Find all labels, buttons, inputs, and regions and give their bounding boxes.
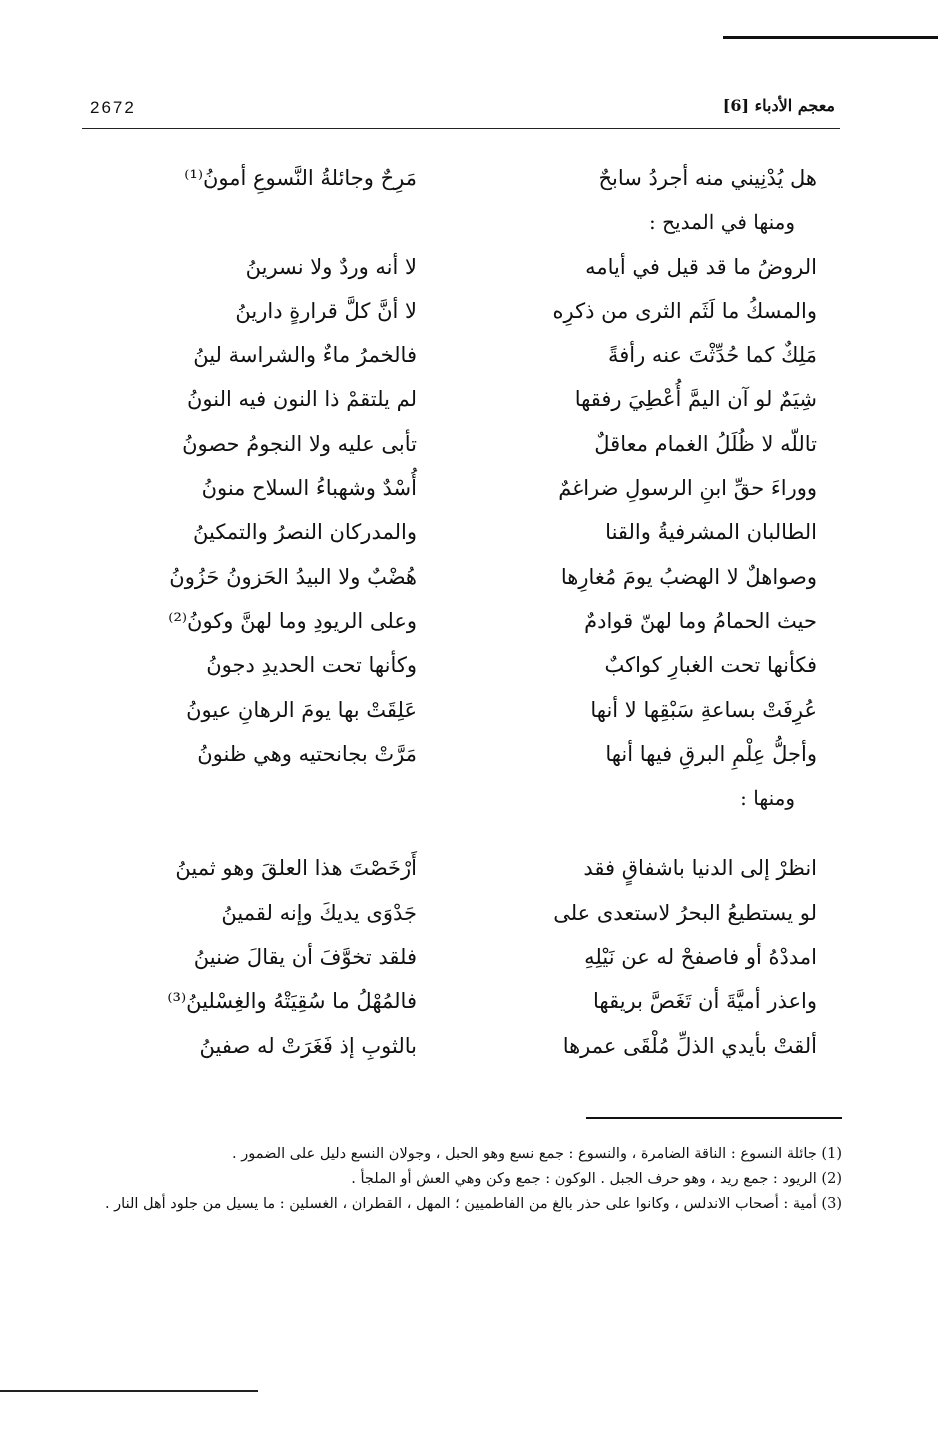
verse-second-hemistich: أَرْخَصْتَ هذا العلقَ وهو ثمينُ: [175, 856, 417, 881]
page-header: [90, 96, 835, 126]
verse-second-hemistich: والمدركان النصرُ والتمكينُ: [193, 520, 417, 545]
running-title: معجم الأدباء [6]: [722, 96, 835, 115]
verse-second-hemistich: فالخمرُ ماءٌ والشراسة لينُ: [193, 343, 417, 368]
verse-row: [105, 603, 817, 647]
section-label: ومنها في المديح :: [649, 210, 795, 235]
verse-second-hemistich: فالمُهْلُ ما سُقِيَتْهُ والغِسْلينُ⁽³⁾: [167, 989, 417, 1014]
verse-first-hemistich: وأجلُّ عِلْمِ البرقِ فيها أنها: [605, 741, 817, 766]
verse-second-hemistich: لا أنه وردٌ ولا نسرينُ: [245, 254, 417, 279]
footnotes: [90, 1142, 842, 1217]
verse-second-hemistich: وعلى الريودِ وما لهنَّ وكونُ⁽²⁾: [168, 608, 417, 633]
verse-second-hemistich: مَرَّتْ بجانحتيه وهي ظنونُ: [197, 741, 417, 766]
verse-first-hemistich: عُرِفَتْ بساعةِ سَبْقِها لا أنها: [590, 697, 817, 722]
verse-first-hemistich: والمسكُ ما لَثَم الثرى من ذكرِه: [552, 298, 817, 323]
verse-first-hemistich: وصواهلٌ لا الهضبُ يومَ مُغارِها: [560, 564, 817, 589]
verse-second-hemistich: هُضْبٌ ولا البيدُ الحَزونُ حَزُونُ: [169, 564, 417, 589]
verse-first-hemistich: ألقتْ بأيدي الذلِّ مُلْقَى عمرها: [562, 1033, 817, 1058]
footnote-3: (3) أمية : أصحاب الاندلس ، وكانوا على حذر بالغ من الفاطميين ؛ المهل ، القطران ، الغسلين : ما يسيل من جلود أهل النار .: [104, 1196, 842, 1212]
verse-first-hemistich: لو يستطيعُ البحرُ لاستعدى على: [553, 900, 817, 925]
verse-row: [105, 337, 817, 381]
verse-first-hemistich: فكأنها تحت الغبارِ كواكبٌ: [604, 653, 817, 678]
stanza-gap: [105, 824, 817, 850]
verse-row: [105, 736, 817, 780]
verse-row: [105, 293, 817, 337]
verse-first-hemistich: شِيَمٌ لو آن اليمَّ أُعْطِيَ رفقها: [574, 387, 817, 412]
top-edge-rule: [723, 36, 938, 39]
verse-row: [105, 426, 817, 470]
footnote-1: (1) جائلة النسوع : الناقة الضامرة ، والنسوع : جمع نسع وهو الحبل ، وجولان النسع دليل على الضمور .: [232, 1146, 842, 1162]
verse-row: [105, 160, 817, 204]
verse-second-hemistich: تأبى عليه ولا النجومُ حصونُ: [182, 431, 417, 456]
verse-first-hemistich: الروضُ ما قد قيل في أيامه: [585, 254, 817, 279]
page-number: 2672: [90, 98, 136, 117]
verse-second-hemistich: بالثوبِ إذ فَغَرَتْ له صفينُ: [199, 1033, 417, 1058]
poem-body: [105, 160, 817, 1072]
section-label-row: [105, 204, 817, 248]
verse-first-hemistich: حيث الحمامُ وما لهنّ قوادمٌ: [584, 608, 817, 633]
verse-row: [105, 470, 817, 514]
verse-row: [105, 692, 817, 736]
verse-second-hemistich: وكأنها تحت الحديدِ دجونُ: [206, 653, 417, 678]
verse-row: [105, 895, 817, 939]
section-label-row: [105, 780, 817, 824]
verse-second-hemistich: جَدْوَى يديكَ وإنه لقمينُ: [221, 900, 417, 925]
verse-row: [105, 1028, 817, 1072]
verse-second-hemistich: عَلِقَتْ بها يومَ الرهانِ عيونُ: [186, 697, 417, 722]
verse-second-hemistich: لا أنَّ كلَّ قرارةٍ دارينُ: [235, 298, 417, 323]
verse-first-hemistich: انظرْ إلى الدنيا باشفاقٍ فقد: [583, 856, 817, 881]
verse-row: [105, 249, 817, 293]
footnote-separator: [586, 1117, 842, 1119]
verse-first-hemistich: امددْهُ أو فاصفحْ له عن نَيْلِهِ: [584, 945, 817, 970]
verse-first-hemistich: ووراءَ حقِّ ابنِ الرسولِ ضراغمٌ: [558, 476, 817, 501]
verse-second-hemistich: أُسْدٌ وشهباءُ السلاح منونُ: [201, 476, 417, 501]
verse-first-hemistich: هل يُدْنِيني منه أجردُ سابحٌ: [598, 166, 817, 190]
verse-row: [105, 559, 817, 603]
verse-row: [105, 850, 817, 894]
verse-second-hemistich: فلقد تخوَّفَ أن يقالَ ضنينُ: [193, 945, 417, 970]
verse-first-hemistich: الطالبان المشرفيةُ والقنا: [605, 520, 817, 545]
verse-first-hemistich: تاللّه لا ظُلَلُ الغمام معاقلٌ: [594, 431, 817, 456]
footnote-2: (2) الريود : جمع ريد ، وهو حرف الجبل . الوكون : جمع وكن وهي العش أو الملجأ .: [351, 1171, 842, 1187]
verse-row: [105, 514, 817, 558]
verse-second-hemistich: لم يلتقمْ ذا النون فيه النونُ: [187, 387, 417, 412]
verse-first-hemistich: مَلِكٌ كما حُدِّثْتَ عنه رأفةً: [607, 343, 817, 368]
verse-row: [105, 647, 817, 691]
bottom-edge-rule: [0, 1390, 258, 1392]
verse-first-hemistich: واعذر أميَّةَ أن تَغَصَّ بريقها: [593, 989, 817, 1014]
header-rule: [82, 128, 840, 129]
verse-row: [105, 983, 817, 1027]
verse-second-hemistich: مَرِحٌ وجائلةُ النَّسوعِ أمونُ⁽¹⁾: [184, 166, 417, 190]
section-label: ومنها :: [740, 786, 795, 811]
verse-row: [105, 939, 817, 983]
verse-row: [105, 381, 817, 425]
